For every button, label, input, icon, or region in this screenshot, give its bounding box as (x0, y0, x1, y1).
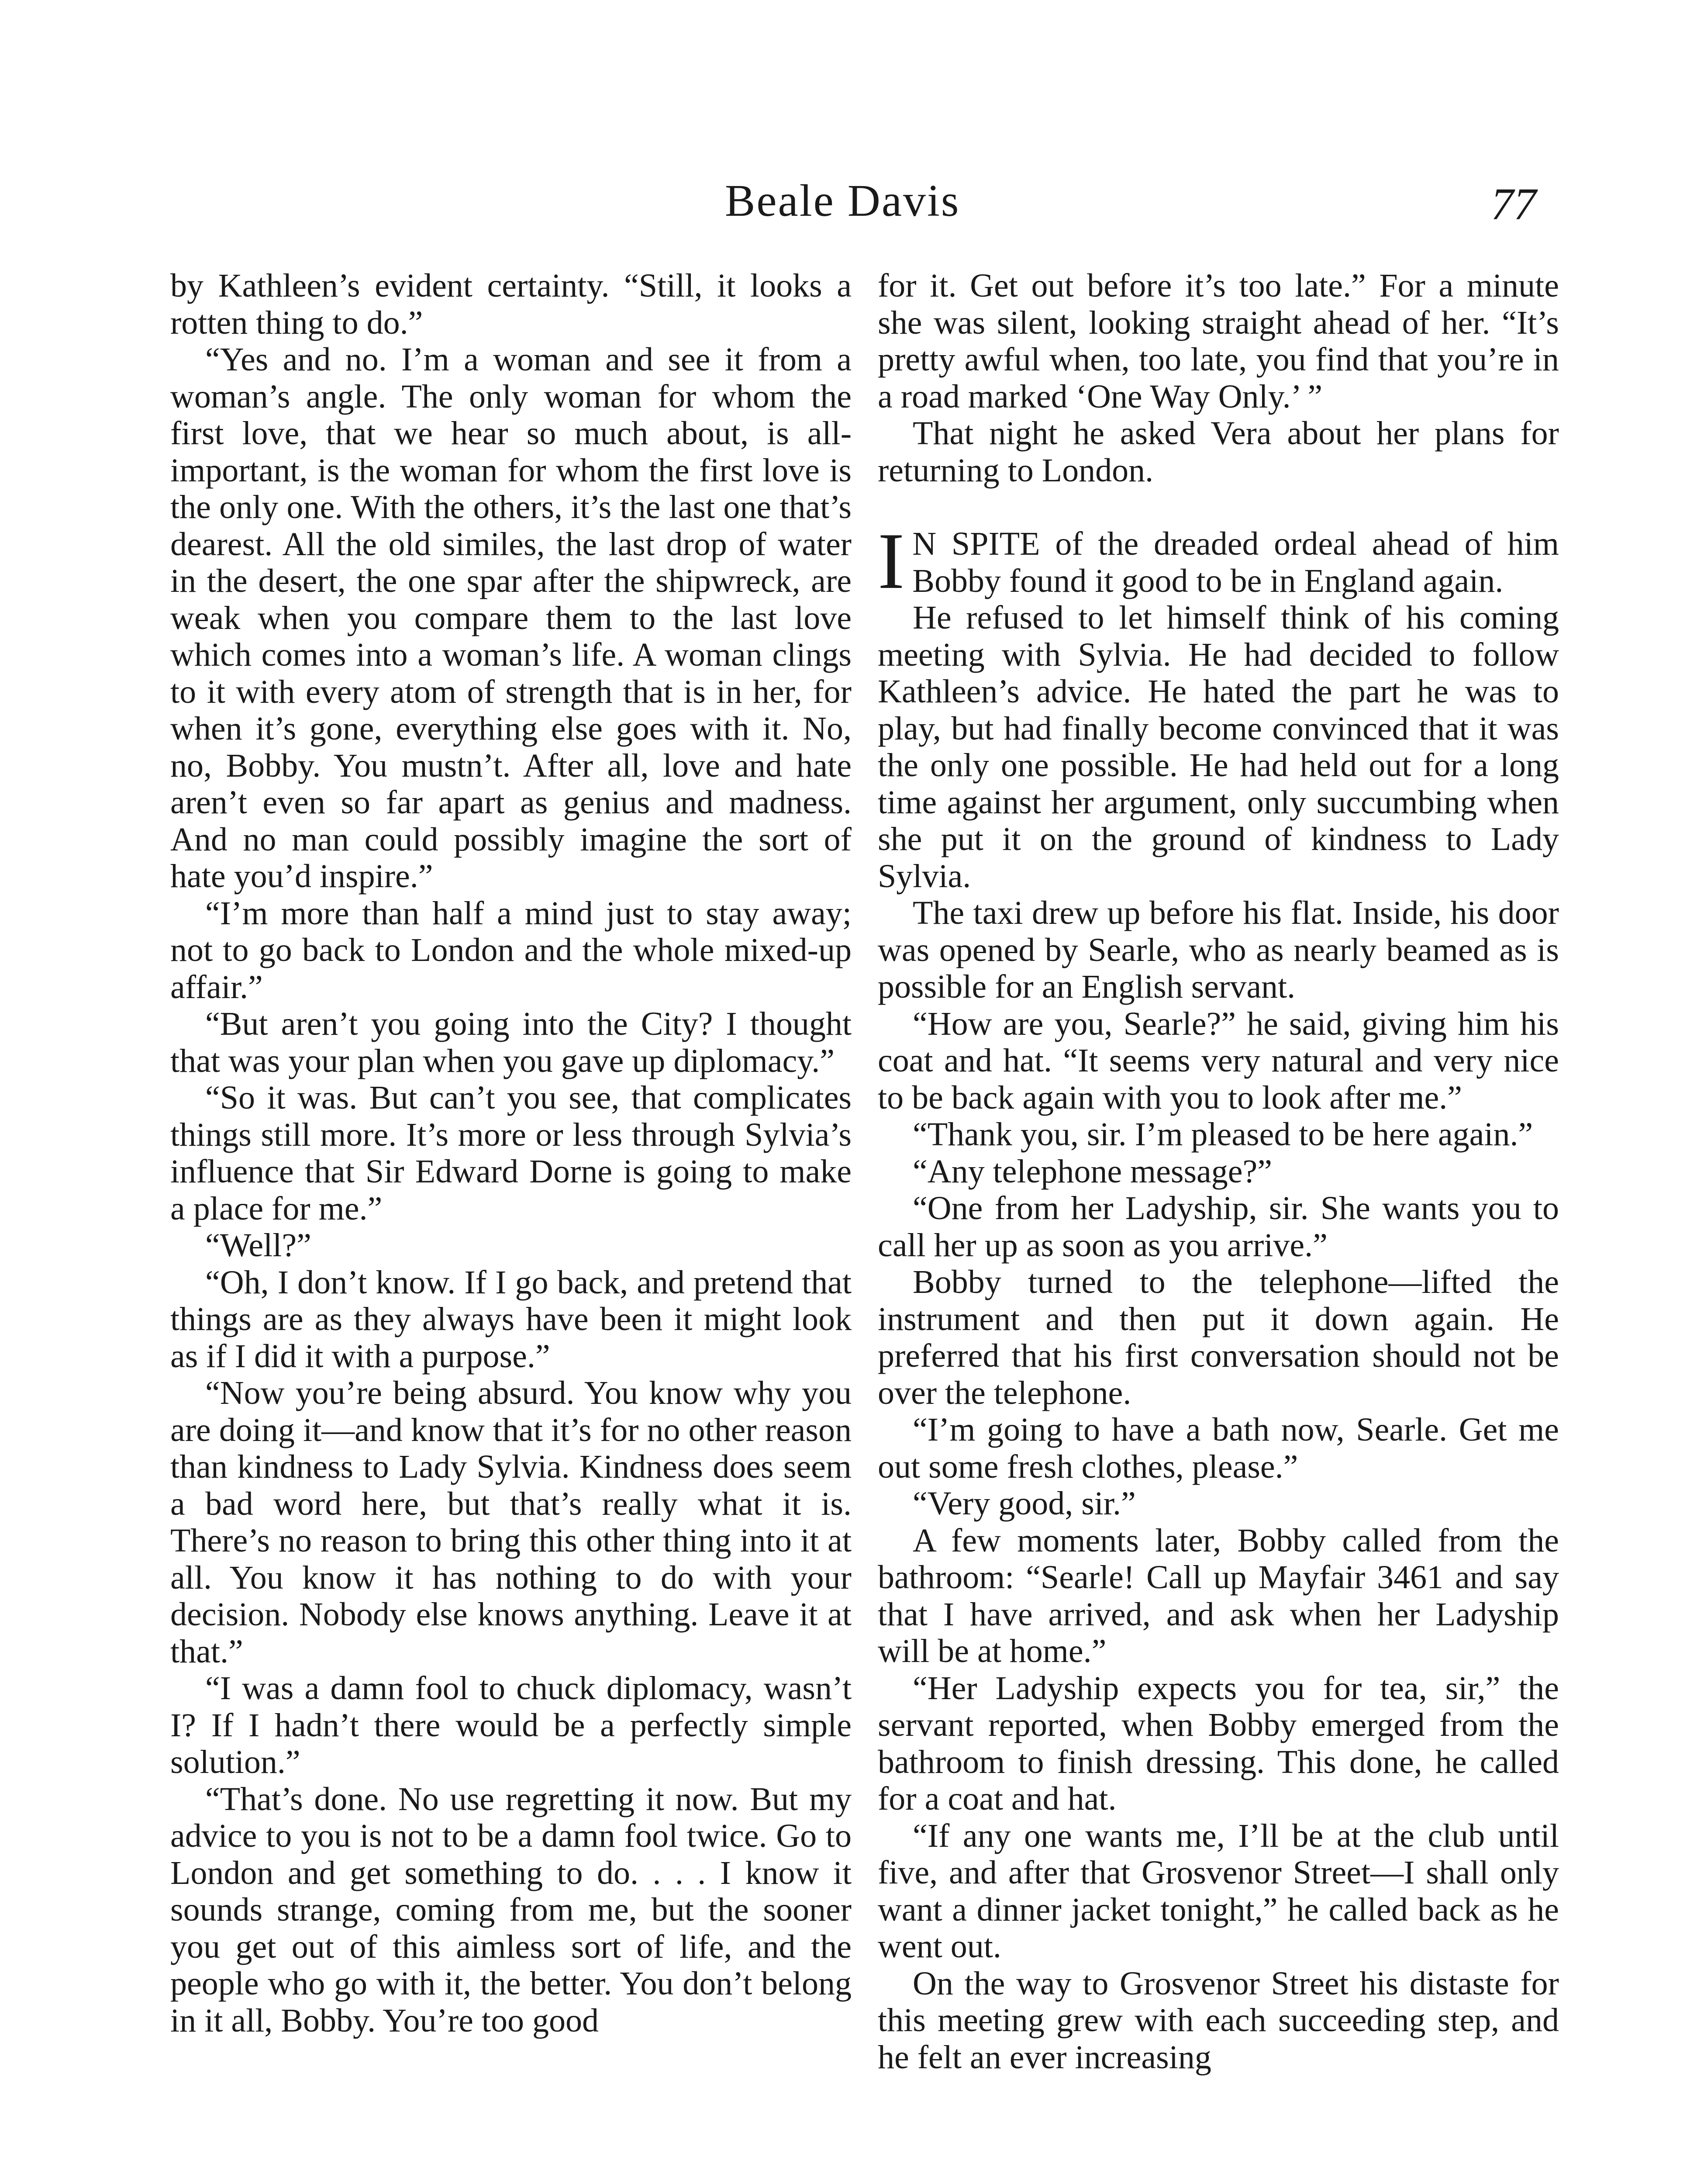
section-opening-paragraph (878, 516, 1559, 605)
paragraph: “But aren’t you going into the City? I thought that was your plan when you gave up diplomacy.” (170, 1006, 852, 1079)
paragraph: “I’m more than half a mind just to stay away; not to go back to London and the whole mixed-up affair.” (170, 895, 852, 1006)
paragraph: for it. Get out before it’s too late.” For a minute she was silent, looking straight ahead of her. “It’s pretty awful when, too late, you find that you’re in a road marked ‘One Way Only.’ ” (878, 267, 1559, 415)
running-title: Beale Davis (725, 176, 960, 226)
paragraph: “Yes and no. I’m a woman and see it from a woman’s angle. The only woman for whom the first love, that we hear so much about, is all-important, is the woman for whom the first love is the only one. With the others, it’s the last one that’s dearest. All the old similes, the last drop of water in the desert, the one spar after the shipwreck, are weak when you compare them to the last love which comes into a woman’s life. A woman clings to it with every atom of strength that is in her, for when it’s gone, everything else goes with it. No, no, Bobby. You mustn’t. After all, love and hate aren’t even so far apart as genius and madness. And no man could possibly imagine the sort of hate you’d inspire.” (170, 341, 852, 895)
page-header (0, 175, 1697, 236)
paragraph: The taxi drew up before his flat. Inside, his door was opened by Searle, who as nearly beamed as is possible for an English servant. (878, 895, 1559, 1005)
paragraph: “I was a damn fool to chuck diplomacy, wasn’t I? If I hadn’t there would be a perfectly simple solution.” (170, 1670, 852, 1780)
section-opening-text: of the dreaded ordeal ahead of him Bobby found it good to be in England again. (912, 525, 1559, 599)
paragraph: That night he asked Vera about her plans for returning to London. (878, 415, 1559, 489)
paragraph: “If any one wants me, I’ll be at the club until five, and after that Grosvenor Street—I shall only want a dinner jacket tonight,” he called back as he went out. (878, 1817, 1559, 1965)
paragraph: “I’m going to have a bath now, Searle. Get me out some fresh clothes, please.” (878, 1411, 1559, 1485)
paragraph: “That’s done. No use regretting it now. But my advice to you is not to be a damn fool twice. Go to London and get something to do. . . . I know it sounds strange, coming from me, but the sooner you get out of this aimless sort of life, and the people who go with it, the better. You don’t belong in it all, Bobby. You’re too good (170, 1780, 852, 2039)
page-number: 77 (1491, 179, 1536, 229)
paragraph: by Kathleen’s evident certainty. “Still, it looks a rotten thing to do.” (170, 267, 852, 341)
paragraph: On the way to Grosvenor Street his distaste for this meeting grew with each succeeding step, and he felt an ever increasing (878, 1965, 1559, 2076)
paragraph: “Well?” (205, 1227, 311, 1264)
paragraph: He refused to let himself think of his coming meeting with Sylvia. He had decided to follow Kathleen’s advice. He hated the part he was to play, but had finally become convinced that it was the only one possible. He had held out for a long time against her argument, only succumbing when she put it on the ground of kindness to Lady Sylvia. (878, 599, 1559, 895)
paragraph: “Any telephone message?” (913, 1153, 1272, 1190)
paragraph: “One from her Ladyship, sir. She wants you to call her up as soon as you arrive.” (878, 1190, 1559, 1264)
paragraph: “How are you, Searle?” he said, giving him his coat and hat. “It seems very natural and very nice to be back again with you to look after me.” (878, 1005, 1559, 1116)
right-column (878, 267, 1559, 2076)
paragraph: “Thank you, sir. I’m pleased to be here again.” (913, 1116, 1533, 1153)
paragraph: “Oh, I don’t know. If I go back, and pretend that things are as they always have been it might look as if I did it with a purpose.” (170, 1264, 852, 1375)
paragraph: “So it was. But can’t you see, that complicates things still more. It’s more or less through Sylvia’s influence that Sir Edward Dorne is going to make a place for me.” (170, 1079, 852, 1227)
paragraph: “Her Ladyship expects you for tea, sir,” the servant reported, when Bobby emerged from the bathroom to finish dressing. This done, he called for a coat and hat. (878, 1669, 1559, 1817)
paragraph: Bobby turned to the telephone—lifted the instrument and then put it down again. He preferred that his first conversation should not be over the telephone. (878, 1264, 1559, 1411)
paragraph: “Very good, sir.” (913, 1485, 1136, 1522)
left-column (170, 267, 852, 2039)
section-lead-caps: N SPITE (912, 525, 1040, 562)
paragraph: A few moments later, Bobby called from the bathroom: “Searle! Call up Mayfair 3461 and say that I have arrived, and ask when her Ladyship will be at home.” (878, 1522, 1559, 1669)
drop-cap: I (878, 516, 905, 605)
paragraph: “Now you’re being absurd. You know why you are doing it—and know that it’s for no other reason than kindness to Lady Sylvia. Kindness does seem a bad word here, but that’s really what it is. There’s no reason to bring this other thing into it at all. You know it has nothing to do with your decision. Nobody else knows anything. Leave it at that.” (170, 1375, 852, 1670)
